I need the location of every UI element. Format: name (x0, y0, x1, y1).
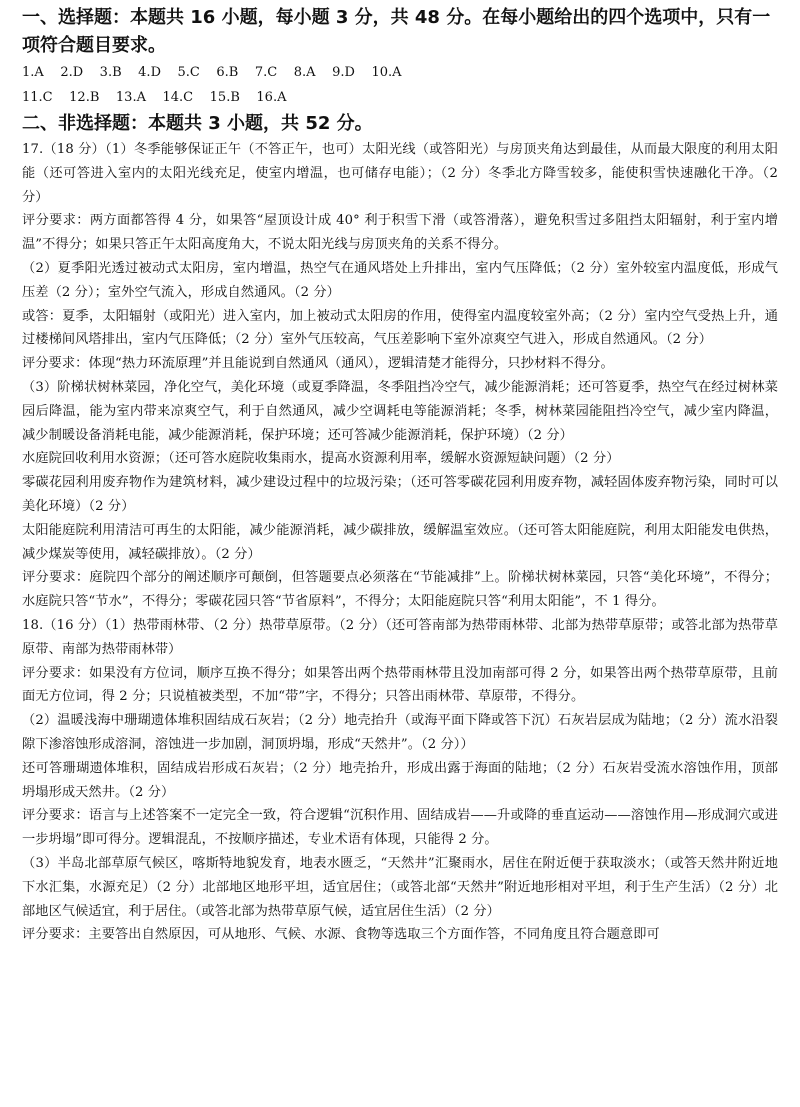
q17-part1-scoring: 评分要求：两方面都答得 4 分，如果答“屋顶设计成 40° 利于积雪下滑（或答滑落），避免积雪过多阻挡太阳辐射，利于室内增温”不得分；如果只答正午太阳高度角大，不说太阳光线与房顶夹角的关系不得分。 (22, 213, 778, 253)
q17-part2-scoring: 评分要求：体现“热力环流原理”并且能说到自然通风（通风），逻辑清楚才能得分，只抄材料不得分。 (22, 356, 614, 372)
q18-part3-scoring: 评分要求：主要答出自然原因，可从地形、气候、水源、食物等选取三个方面作答，不同角度且符合题意即可 (22, 927, 660, 943)
q17-part2: （2）夏季阳光透过被动式太阳房，室内增温，热空气在通风塔处上升排出，室内气压降低；（2 分）室外较室内温度低，形成气压差（2 分）；室外空气流入，形成自然通风。（2 分） (22, 260, 778, 300)
choice-answers-row2: 11.C 12.B 13.A 14.C 15.B 16.A (22, 90, 287, 105)
section2-title: 二、非选择题：本题共 3 小题，共 52 分。 (22, 113, 373, 134)
choice-answers-row1: 1.A 2.D 3.B 4.D 5.C 6.B 7.C 8.A 9.D 10.A (22, 65, 402, 80)
q17-part1: 17.（18 分）（1）冬季能够保证正午（不答正午，也可）太阳光线（或答阳光）与房顶夹角达到最佳，从而最大限度的利用太阳能（还可答进入室内的太阳光线充足，使室内增温，也可储存电能）；（2 分）冬季北方降雪较多，能使积雪快速融化干净。（2 分） (22, 142, 778, 205)
section1-title: 一、选择题：本题共 16 小题，每小题 3 分，共 48 分。在每小题给出的四个选项中，只有一项符合题目要求。 (22, 7, 771, 56)
q18-part2-scoring: 评分要求：语言与上述答案不一定完全一致，符合逻辑“沉积作用、固结成岩——升或降的垂直运动——溶蚀作用—形成洞穴或进一步坍塌”即可得分。逻辑混乱，不按顺序描述，专业术语有体现，只能得 2 分。 (22, 808, 778, 848)
q18-part2: （2）温暖浅海中珊瑚遗体堆积固结成石灰岩；（2 分）地壳抬升（或海平面下降或答下沉）石灰岩层成为陆地；（2 分）流水沿裂隙下渗溶蚀形成溶洞，溶蚀进一步加剧，洞顶坍塌，形成“天然井”。（2 分）） (22, 713, 778, 752)
q18-part3: （3）半岛北部草原气候区，喀斯特地貌发育，地表水匮乏，“天然井”汇聚雨水，居住在附近便于获取淡水；（或答天然井附近地下水汇集，水源充足）（2 分）北部地区地形平坦，适宜居住；（或答北部“天然井”附近地形相对平坦，利于生产生活）（2 分）北部地区气候适宜，利于居住。（或答北部为热带草原气候，适宜居住生活）（2 分） (22, 855, 778, 919)
q17-part2-alternative: 或答：夏季，太阳辐射（或阳光）进入室内，加上被动式太阳房的作用，使得室内温度较室外高；（2 分）室内空气受热上升，通过楼梯间风塔排出，室内气压降低；（2 分）室外气压较高，气压差影响下室外凉爽空气进入，形成自然通风。（2 分） (22, 308, 778, 348)
q17-part3-water-courtyard: 水庭院回收利用水资源；（还可答水庭院收集雨水，提高水资源利用率，缓解水资源短缺问题）（2 分） (22, 451, 620, 467)
q18-part2-alternative: 还可答珊瑚遗体堆积，固结成岩形成石灰岩；（2 分）地壳抬升，形成出露于海面的陆地；（2 分）石灰岩受流水溶蚀作用，顶部坍塌形成天然井。（2 分） (22, 760, 778, 800)
q17-part3-scoring: 评分要求：庭院四个部分的阐述顺序可颠倒，但答题要点必须落在“节能减排”上。阶梯状树林菜园，只答“美化环境”，不得分；水庭院只答“节水”，不得分；零碳花园只答“节省原料”，不得分；太阳能庭院只答“利用太阳能”，不 1 得分。 (22, 570, 778, 610)
q18-part1: 18.（16 分）（1）热带雨林带、（2 分）热带草原带。（2 分）（还可答南部为热带雨林带、北部为热带草原带；或答北部为热带草原带、南部为热带雨林带） (22, 617, 778, 657)
q17-part3-zero-carbon-garden: 零碳花园利用废弃物作为建筑材料，减少建设过程中的垃圾污染；（还可答零碳花园利用废弃物，减轻固体废弃物污染，同时可以美化环境）（2 分） (22, 475, 778, 514)
q17-part3-solar-courtyard: 太阳能庭院利用清洁可再生的太阳能，减少能源消耗，减少碳排放，缓解温室效应。（还可答太阳能庭院，利用太阳能发电供热，减少煤炭等使用，减轻碳排放）。（2 分） (22, 522, 778, 562)
q18-part1-scoring: 评分要求：如果没有方位词，顺序互换不得分；如果答出两个热带雨林带且没加南部可得 2 分，如果答出两个热带草原带，且前面无方位词，得 2 分；只说植被类型，不加“带”字，不得分；只答出雨林带、草原带，不得分。 (22, 665, 778, 705)
q17-part3-garden: （3）阶梯状树林菜园，净化空气，美化环境（或夏季降温，冬季阻挡冷空气，减少能源消耗；还可答夏季，热空气在经过树林菜园后降温，能为室内带来凉爽空气，利于自然通风，减少空调耗电等能源消耗；冬季，树林菜园能阻挡冷空气，减少室内降温，减少制暖设备消耗电能，减少能源消耗，保护环境；还可答减少能源消耗，保护环境）（2 分） (22, 379, 778, 443)
